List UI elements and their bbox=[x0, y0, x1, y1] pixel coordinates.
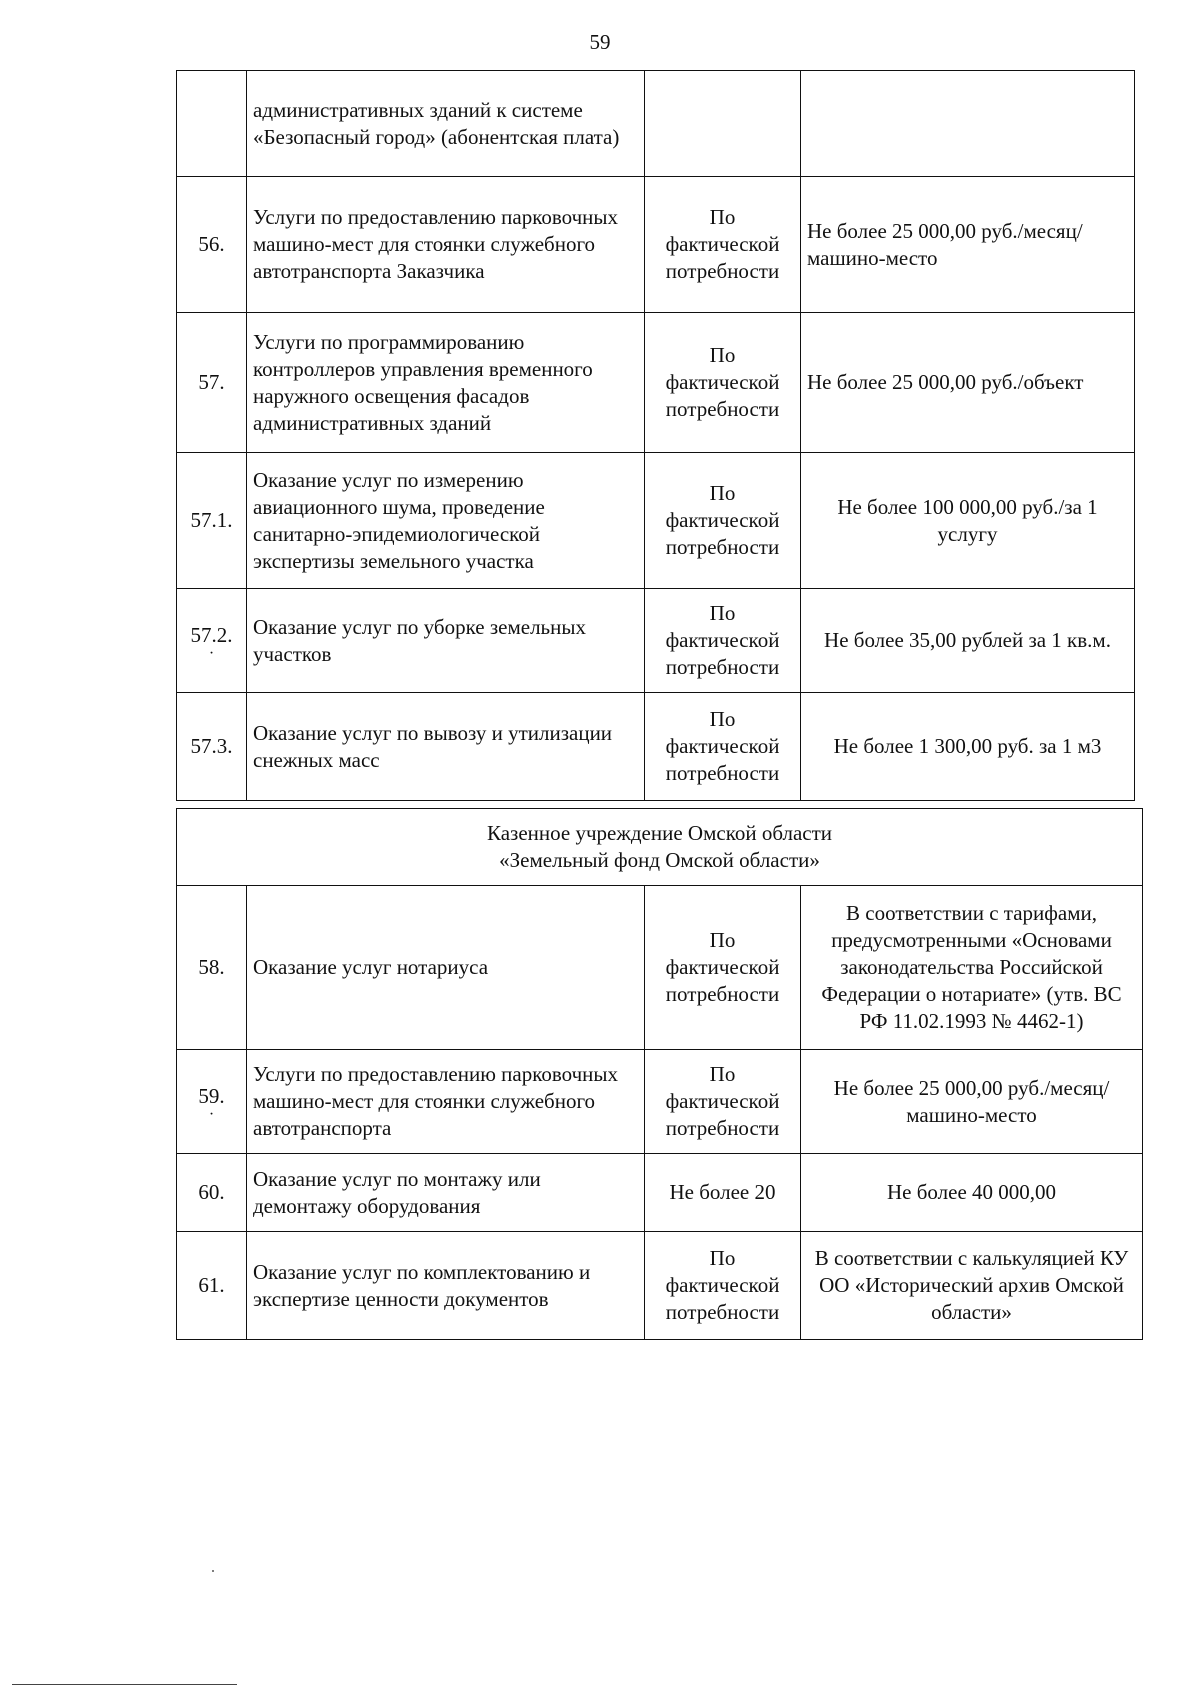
row-number: 58. bbox=[177, 886, 247, 1050]
row-number: 57.3. bbox=[177, 693, 247, 801]
table-row bbox=[177, 886, 1143, 1050]
service-name: Услуги по предоставлению парковочных машино-мест для стоянки служебного автотранспорта bbox=[247, 1050, 645, 1154]
service-name: Оказание услуг по комплектованию и экспертизе ценности документов bbox=[247, 1232, 645, 1340]
section-header-line-1: Казенное учреждение Омской области bbox=[487, 821, 833, 845]
section-header bbox=[177, 809, 1143, 886]
service-name: Услуги по программированию контроллеров управления временного наружного освещения фасадов административных зданий bbox=[247, 313, 645, 453]
services-table-part-2 bbox=[176, 808, 1143, 1340]
service-price: Не более 1 300,00 руб. за 1 м3 bbox=[801, 693, 1135, 801]
service-quantity: Не более 20 bbox=[645, 1154, 801, 1232]
service-name: Оказание услуг по уборке земельных участков bbox=[247, 589, 645, 693]
table-row bbox=[177, 1154, 1143, 1232]
service-price: Не более 35,00 рублей за 1 кв.м. bbox=[801, 589, 1135, 693]
service-name: Услуги по предоставлению парковочных машино-мест для стоянки служебного автотранспорта Заказчика bbox=[247, 177, 645, 313]
service-price: В соответствии с тарифами, предусмотренными «Основами законодательства Российской Федерации о нотариате» (утв. ВС РФ 11.02.1993 № 4462-1) bbox=[801, 886, 1143, 1050]
row-number bbox=[177, 1050, 247, 1154]
service-quantity: По фактической потребности bbox=[645, 1050, 801, 1154]
services-table-part-1 bbox=[176, 70, 1135, 801]
service-price: Не более 25 000,00 руб./объект bbox=[801, 313, 1135, 453]
service-price: Не более 25 000,00 руб./месяц/машино-место bbox=[801, 1050, 1143, 1154]
service-quantity: По фактической потребности bbox=[645, 177, 801, 313]
row-number: 57.1. bbox=[177, 453, 247, 589]
service-name: Оказание услуг нотариуса bbox=[247, 886, 645, 1050]
scan-dot-mark: · bbox=[208, 645, 215, 662]
page-number: 59 bbox=[589, 30, 611, 54]
service-quantity: По фактической потребности bbox=[645, 313, 801, 453]
table-row bbox=[177, 1050, 1143, 1154]
row-number: 60. bbox=[177, 1154, 247, 1232]
table-row bbox=[177, 313, 1135, 453]
table-row bbox=[177, 453, 1135, 589]
row-number-text: 59. bbox=[198, 1084, 225, 1108]
service-quantity: По фактической потребности bbox=[645, 589, 801, 693]
row-number: 56. bbox=[177, 177, 247, 313]
table-row bbox=[177, 177, 1135, 313]
footer-rule bbox=[12, 1684, 237, 1685]
service-price: Не более 100 000,00 руб./за 1 услугу bbox=[801, 453, 1135, 589]
row-number: 61. bbox=[177, 1232, 247, 1340]
section-header-row bbox=[177, 809, 1143, 886]
service-name: Оказание услуг по монтажу или демонтажу оборудования bbox=[247, 1154, 645, 1232]
service-quantity: По фактической потребности bbox=[645, 886, 801, 1050]
table-row bbox=[177, 1232, 1143, 1340]
service-quantity bbox=[645, 71, 801, 177]
row-number-text: 57.2. bbox=[190, 623, 233, 647]
service-quantity: По фактической потребности bbox=[645, 453, 801, 589]
service-name: административных зданий к системе «Безопасный город» (абонентская плата) bbox=[247, 71, 645, 177]
service-price: Не более 25 000,00 руб./месяц/машино-место bbox=[801, 177, 1135, 313]
table-row bbox=[177, 71, 1135, 177]
service-price: Не более 40 000,00 bbox=[801, 1154, 1143, 1232]
row-number bbox=[177, 71, 247, 177]
row-number bbox=[177, 589, 247, 693]
scan-speck bbox=[212, 1570, 214, 1572]
service-name: Оказание услуг по вывозу и утилизации снежных масс bbox=[247, 693, 645, 801]
section-header-line-2: «Земельный фонд Омской области» bbox=[499, 848, 820, 872]
service-quantity: По фактической потребности bbox=[645, 1232, 801, 1340]
table-row bbox=[177, 693, 1135, 801]
row-number: 57. bbox=[177, 313, 247, 453]
service-quantity: По фактической потребности bbox=[645, 693, 801, 801]
scan-dot-mark: · bbox=[208, 1106, 215, 1123]
service-price: В соответствии с калькуляцией КУ ОО «Исторический архив Омской области» bbox=[801, 1232, 1143, 1340]
table-row bbox=[177, 589, 1135, 693]
service-name: Оказание услуг по измерению авиационного шума, проведение санитарно-эпидемиологической экспертизы земельного участка bbox=[247, 453, 645, 589]
service-price bbox=[801, 71, 1135, 177]
